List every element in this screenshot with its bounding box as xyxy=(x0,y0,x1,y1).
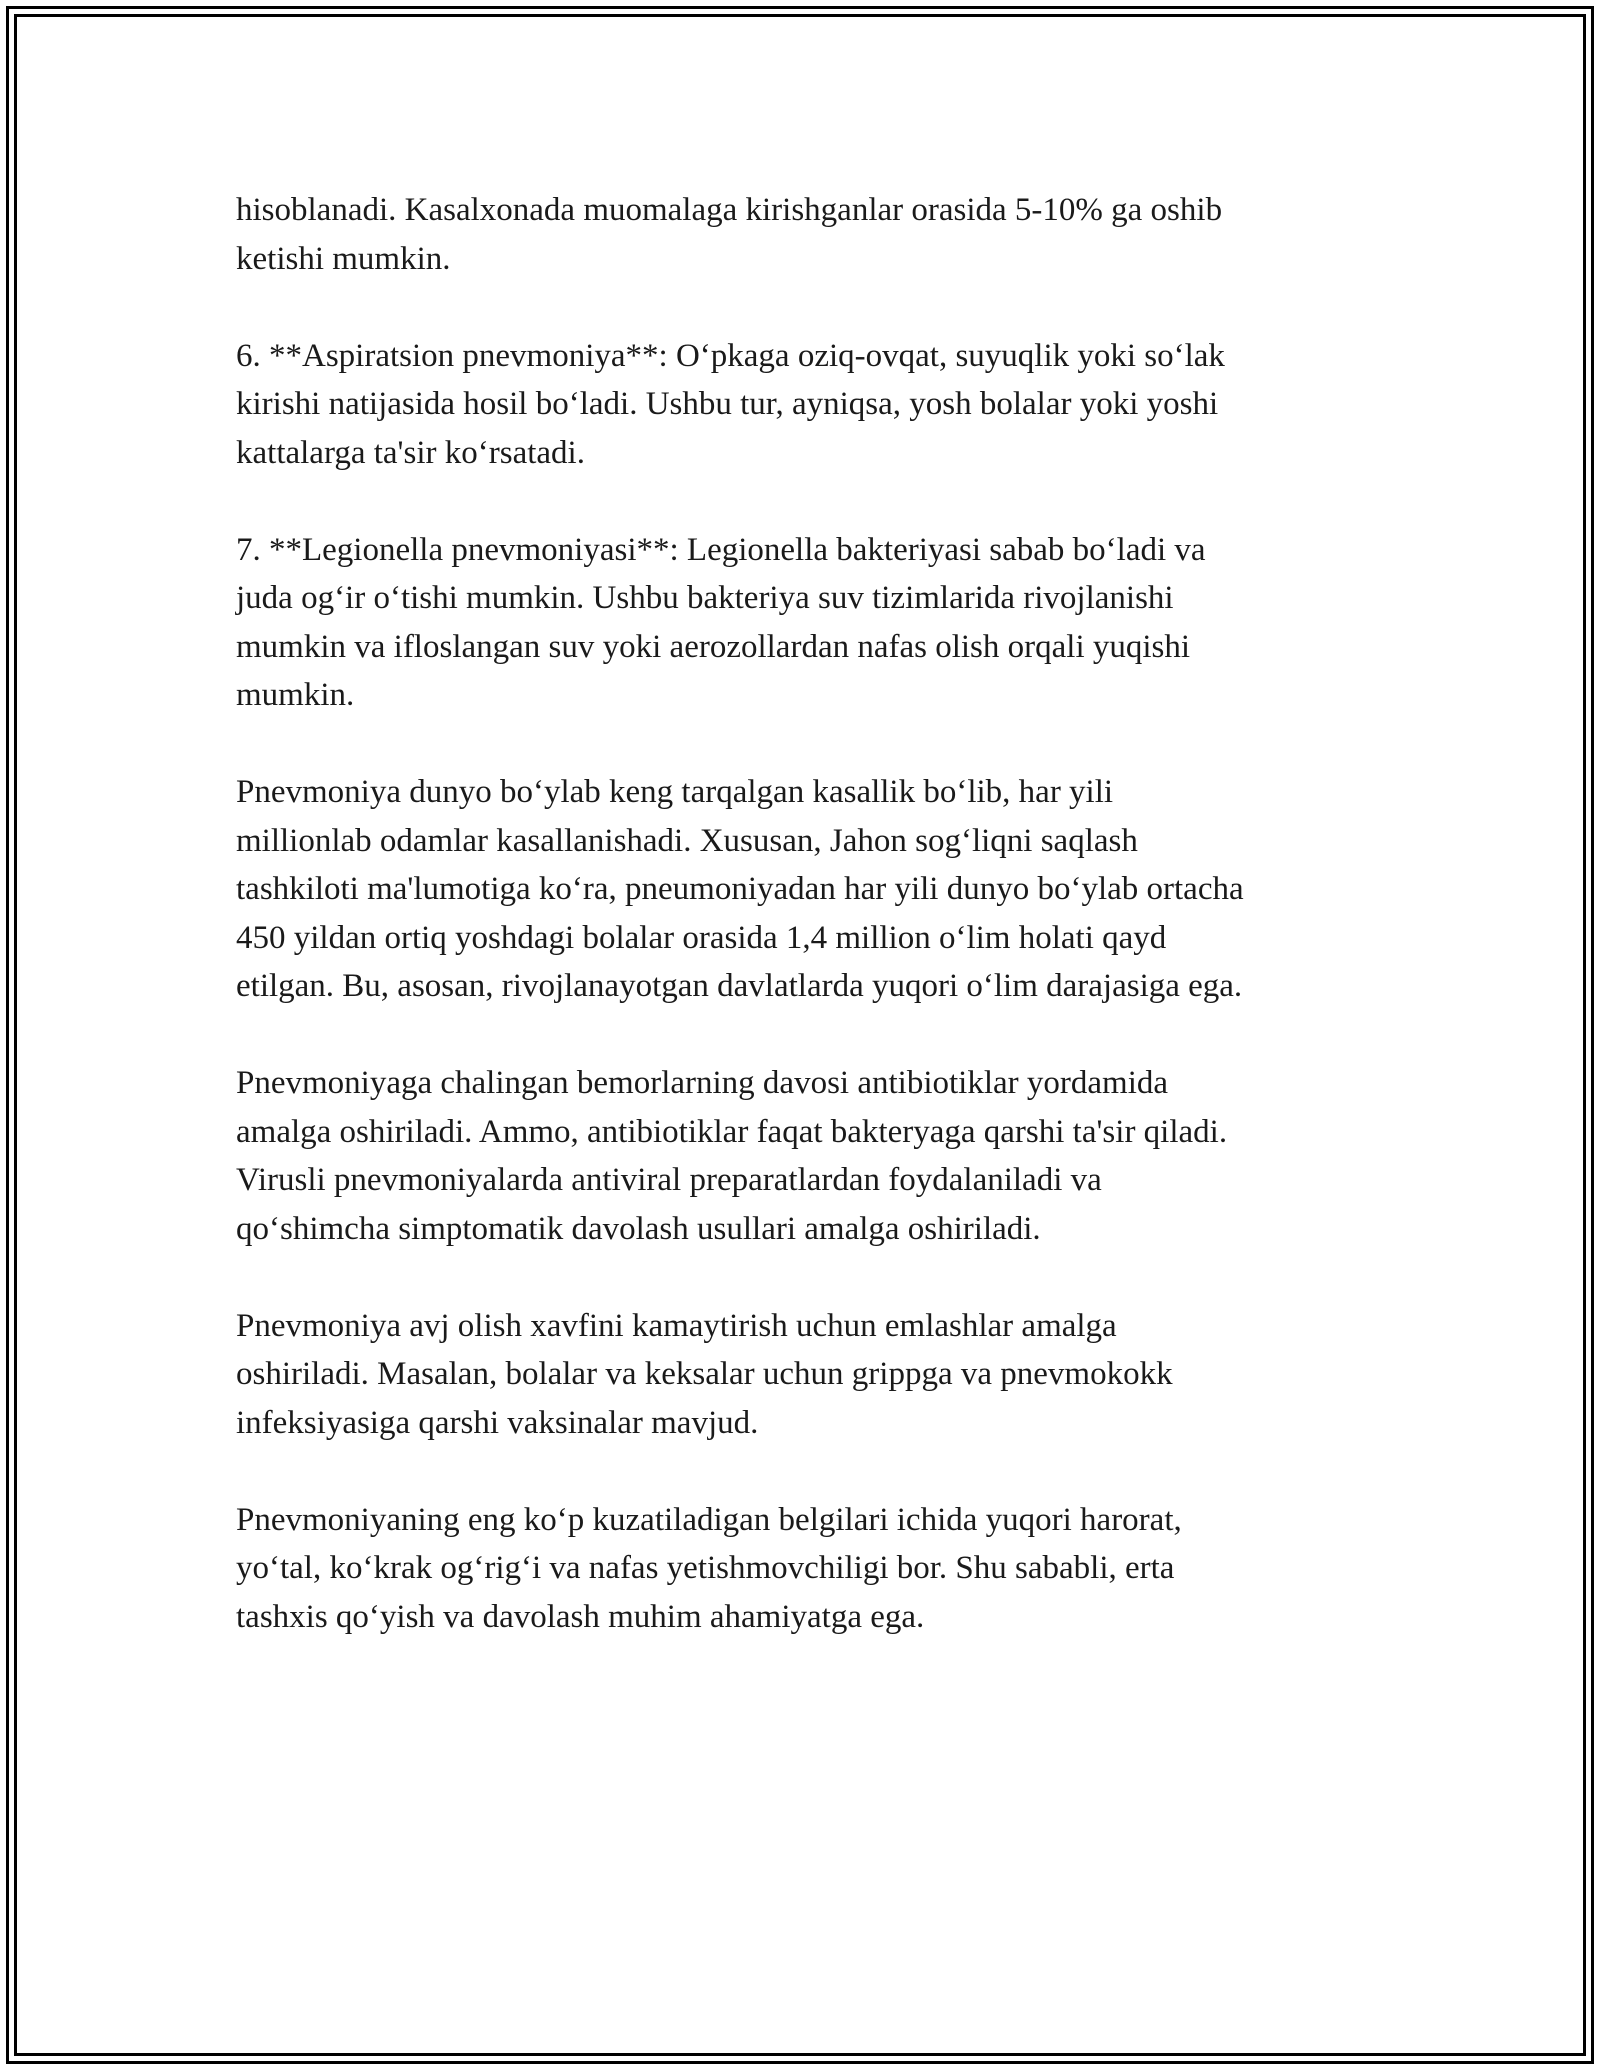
text-line: kattalarga ta'sir ko‘rsatadi. xyxy=(236,434,585,471)
text-line: 7. **Legionella pnevmoniyasi**: Legionella bakteriyasi sabab bo‘ladi va xyxy=(236,531,1206,568)
text-line: juda og‘ir o‘tishi mumkin. Ushbu bakteriya suv tizimlarida rivojlanishi xyxy=(236,580,1174,616)
paragraph-hospital-rate xyxy=(236,186,1366,283)
text-line: ketishi mumkin. xyxy=(236,240,451,277)
text-line: infeksiyasiga qarshi vaksinalar mavjud. xyxy=(236,1404,759,1441)
text-line: tashxis qo‘yish va davolash muhim ahamiyatga ega. xyxy=(236,1598,925,1635)
text-line: amalga oshiriladi. Ammo, antibiotiklar faqat bakteryaga qarshi ta'sir qiladi. xyxy=(236,1113,1228,1150)
page-content xyxy=(236,186,1366,1690)
paragraph-treatment xyxy=(236,1059,1366,1253)
text-line: oshiriladi. Masalan, bolalar va keksalar uchun grippga va pnevmokokk xyxy=(236,1356,1173,1392)
text-line: 450 yildan ortiq yoshdagi bolalar orasida 1,4 million o‘lim holati qayd xyxy=(236,919,1167,956)
text-line: Pnevmoniyaning eng ko‘p kuzatiladigan belgilari ichida yuqori harorat, xyxy=(236,1501,1182,1538)
text-line: etilgan. Bu, asosan, rivojlanayotgan davlatlarda yuqori o‘lim darajasiga ega. xyxy=(236,968,1243,1004)
text-line: mumkin. xyxy=(236,677,355,713)
paragraph-symptoms xyxy=(236,1496,1366,1642)
text-line: kirishi natijasida hosil bo‘ladi. Ushbu tur, ayniqsa, yosh bolalar yoki yoshi xyxy=(236,386,1219,422)
text-line: qo‘shimcha simptomatik davolash usullari amalga oshiriladi. xyxy=(236,1210,1041,1247)
text-line: hisoblanadi. Kasalxonada muomalaga kirishganlar orasida 5-10% ga oshib xyxy=(236,192,1223,228)
text-line: tashkiloti ma'lumotiga ko‘ra, pneumoniyadan har yili dunyo bo‘ylab ortacha xyxy=(236,871,1244,907)
paragraph-vaccination xyxy=(236,1302,1366,1448)
paragraph-legionella-pneumonia xyxy=(236,526,1366,720)
paragraph-prevalence xyxy=(236,768,1366,1011)
text-line: Virusli pnevmoniyalarda antiviral preparatlardan foydalaniladi va xyxy=(236,1162,1102,1198)
text-line: mumkin va ifloslangan suv yoki aerozollardan nafas olish orqali yuqishi xyxy=(236,628,1191,665)
text-line: 6. **Aspiratsion pnevmoniya**: O‘pkaga oziq-ovqat, suyuqlik yoki so‘lak xyxy=(236,337,1225,374)
text-line: Pnevmoniyaga chalingan bemorlarning davosi antibiotiklar yordamida xyxy=(236,1065,1169,1101)
text-line: millionlab odamlar kasallanishadi. Xususan, Jahon sog‘liqni saqlash xyxy=(236,822,1138,859)
text-line: Pnevmoniya avj olish xavfini kamaytirish uchun emlashlar amalga xyxy=(236,1307,1117,1344)
text-line: Pnevmoniya dunyo bo‘ylab keng tarqalgan kasallik bo‘lib, har yili xyxy=(236,774,1114,810)
paragraph-aspiration-pneumonia xyxy=(236,332,1366,478)
text-line: yo‘tal, ko‘krak og‘rig‘i va nafas yetishmovchiligi bor. Shu sababli, erta xyxy=(236,1550,1175,1586)
